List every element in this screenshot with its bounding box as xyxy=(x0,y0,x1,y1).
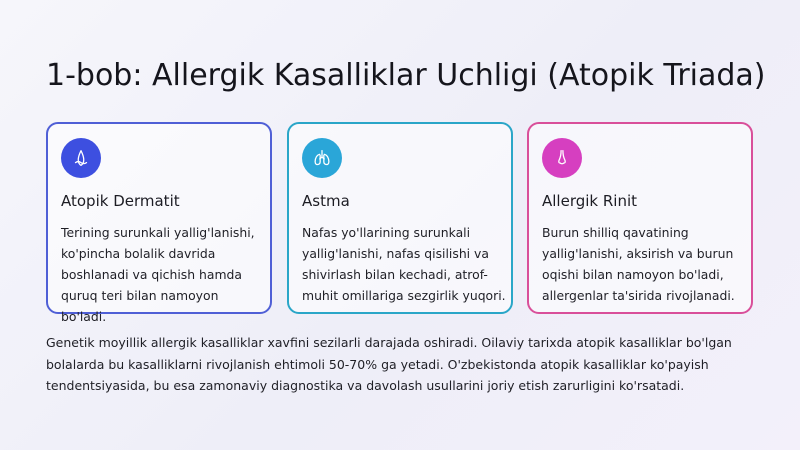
nose-icon xyxy=(542,138,582,178)
card-text: Nafas yo'llarining surunkali yallig'lanishi, nafas qisilishi va shivirlash bilan kechadi, atrof-muhit omillariga sezgirlik yuqori. xyxy=(302,225,506,303)
card-text: Terining surunkali yallig'lanishi, ko'pincha bolalik davrida boshlanadi va qichish hamda quruq teri bilan namoyon bo'ladi. xyxy=(61,225,255,324)
slide-title: 1-bob: Allergik Kasalliklar Uchligi (Atopik Triada) xyxy=(46,58,766,93)
card-title: Allergik Rinit xyxy=(542,192,638,210)
skin-icon xyxy=(61,138,101,178)
card-text: Burun shilliq qavatining yallig'lanishi, aksirish va burun oqishi bilan namoyon bo'ladi, allergenlar ta'sirida rivojlanadi. xyxy=(542,225,735,303)
lungs-icon xyxy=(302,138,342,178)
card-asthma xyxy=(287,122,513,314)
card-atopic-dermatitis xyxy=(46,122,272,324)
card-title: Astma xyxy=(302,192,350,210)
card-allergic-rhinitis xyxy=(527,122,753,314)
description-paragraph: Genetik moyillik allergik kasalliklar xavfini sezilarli darajada oshiradi. Oilaviy tarixda atopik kasalliklar bo'lgan bolalarda bu kasalliklarni rivojlanish ehtimoli 50-70% ga yetadi. O'zbekistonda atopik kasalliklar ko'payish tendentsiyasida, bu esa zamonaviy diagnostika va davolash usullarini joriy etish zarurligini ko'rsatadi. xyxy=(46,335,732,393)
card-title: Atopik Dermatit xyxy=(61,192,180,210)
